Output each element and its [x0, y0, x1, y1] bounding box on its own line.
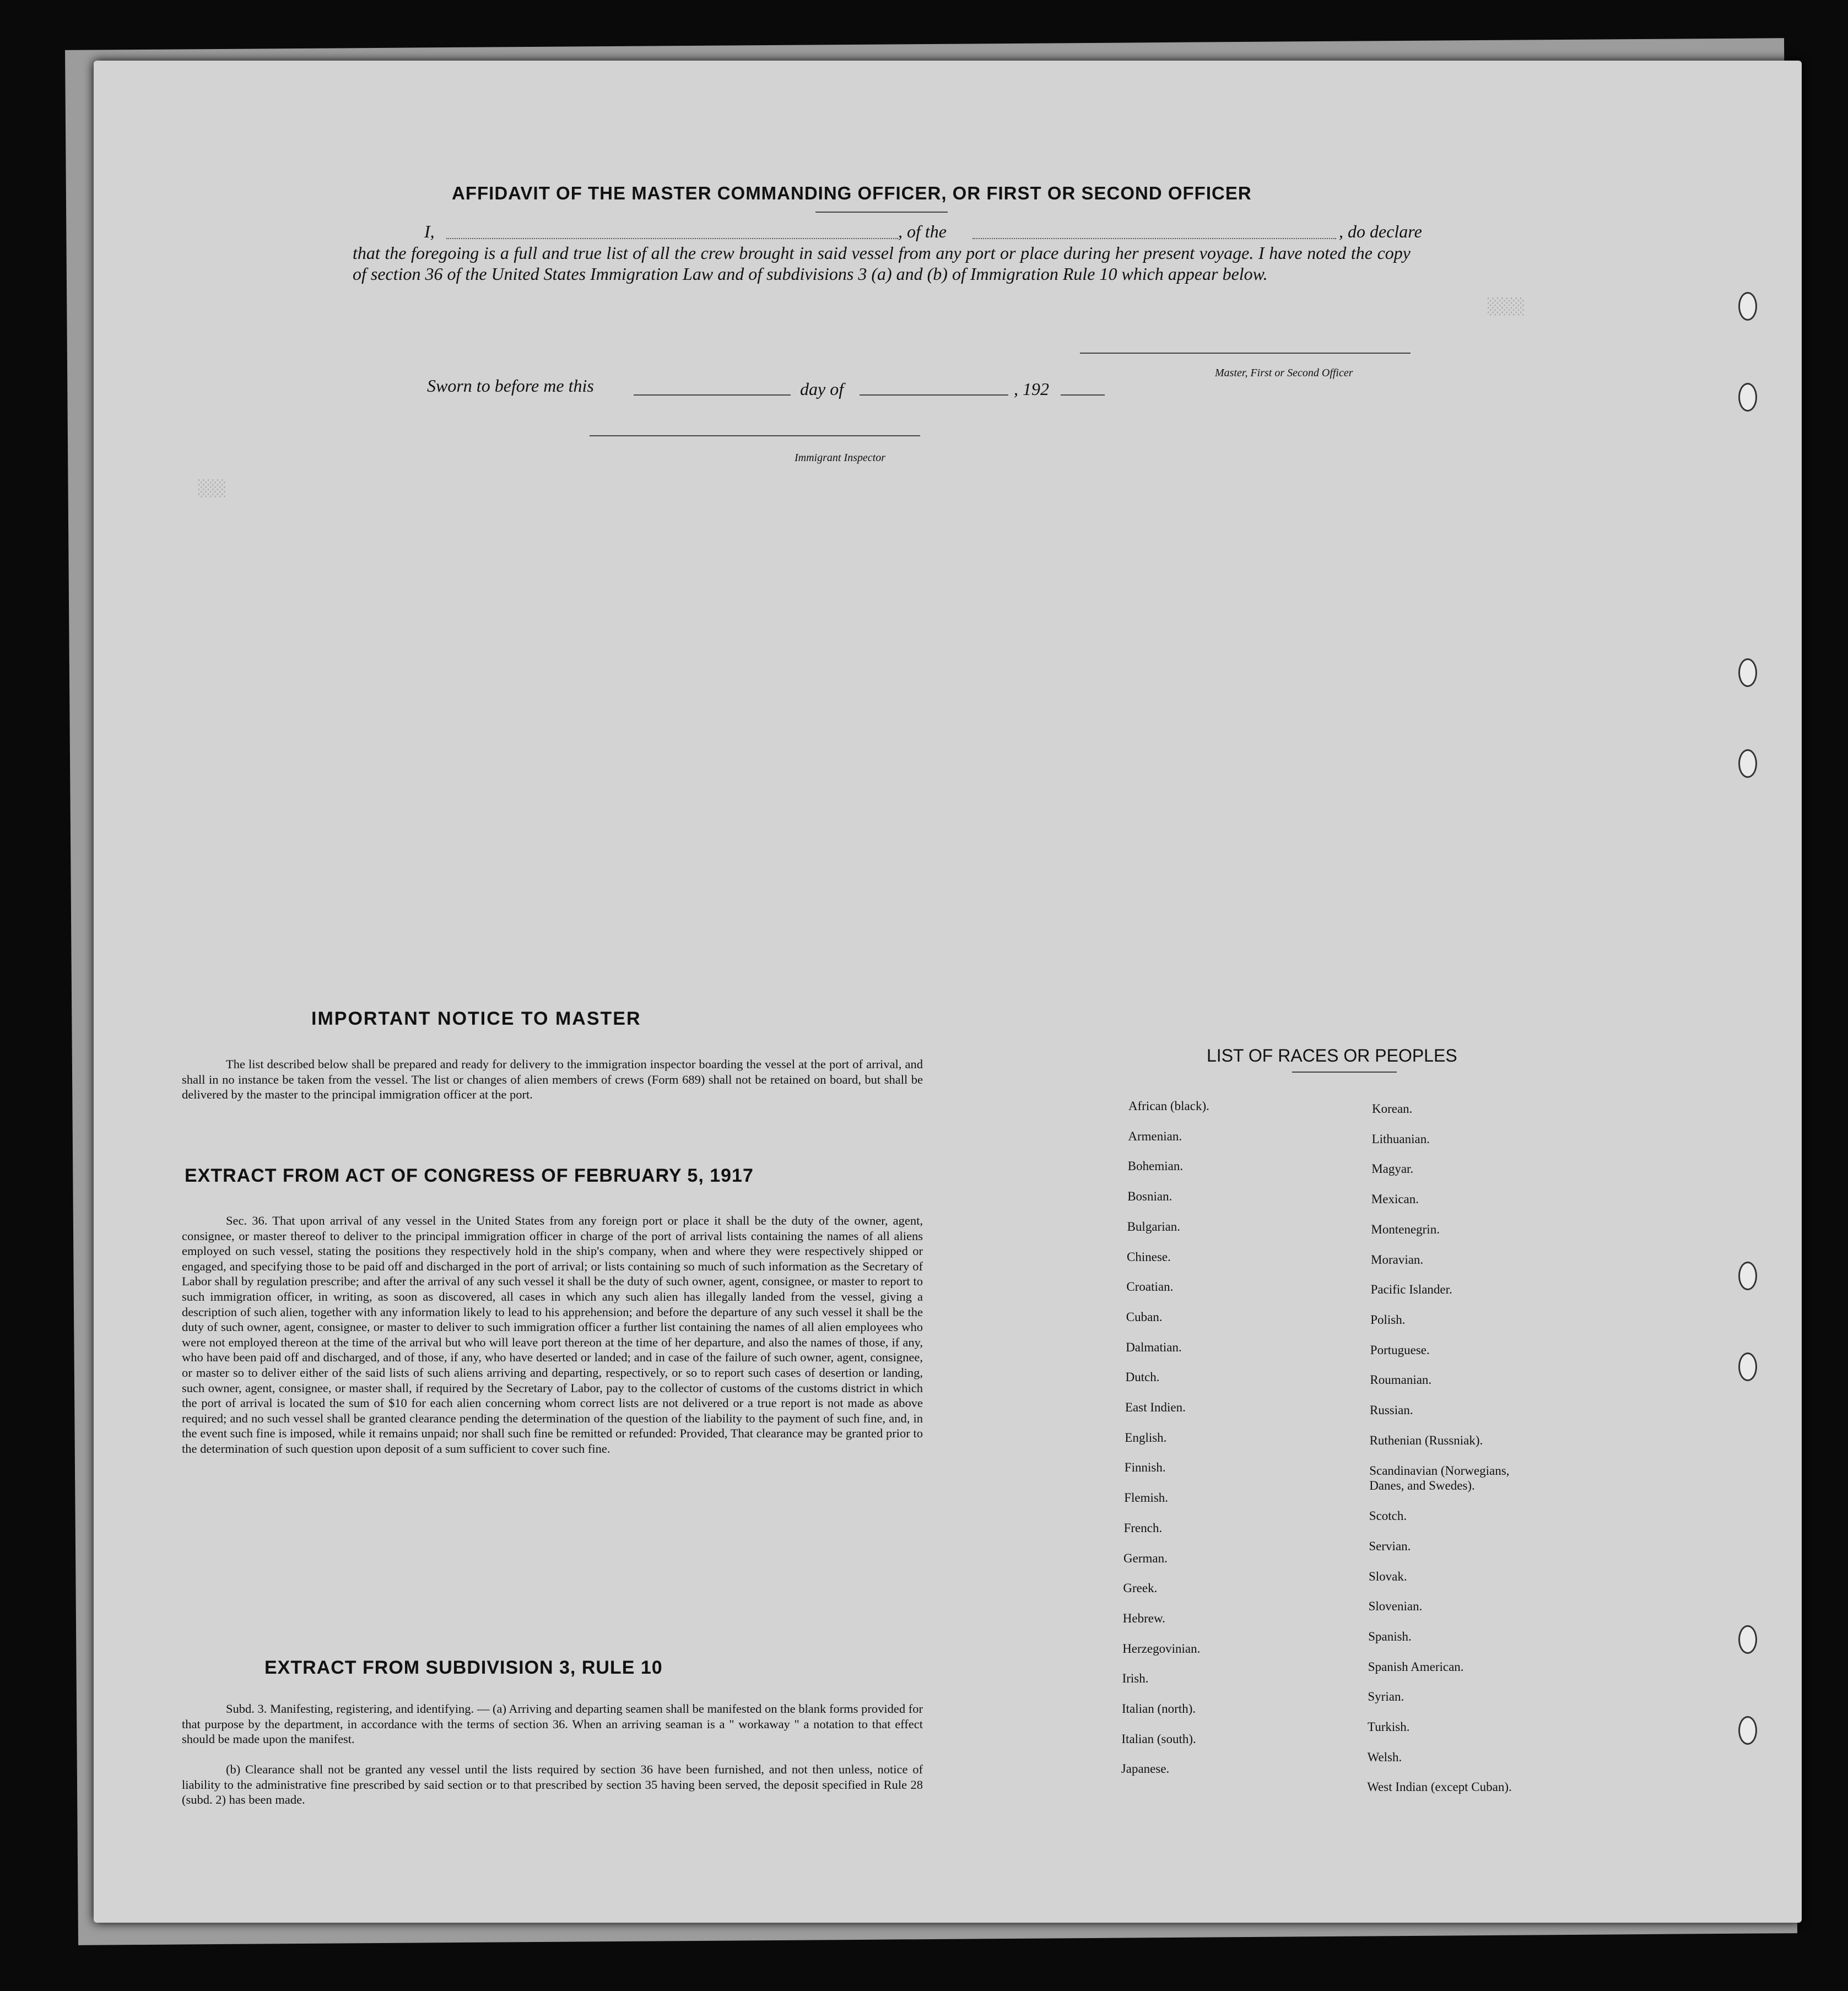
- race-item: Lithuanian.: [1371, 1132, 1430, 1146]
- name-blank: [446, 238, 898, 239]
- races-heading: LIST OF RACES OR PEOPLES: [1207, 1046, 1457, 1065]
- race-item: Dutch.: [1125, 1370, 1160, 1384]
- inspector-label: Immigrant Inspector: [795, 452, 885, 464]
- race-item: Spanish.: [1368, 1629, 1412, 1643]
- race-item: Hebrew.: [1122, 1611, 1165, 1625]
- affidavit-heading: AFFIDAVIT OF THE MASTER COMMANDING OFFICER, OR FIRST OR SECOND OFFICER: [452, 183, 1252, 203]
- race-item: Finnish.: [1124, 1460, 1166, 1475]
- race-item: Slovak.: [1369, 1569, 1407, 1583]
- race-item: Greek.: [1123, 1581, 1158, 1595]
- race-item: Flemish.: [1124, 1491, 1169, 1505]
- affidavit-body: that the foregoing is a full and true list of all the crew brought in said vessel from any port or place during her present voyage. I have noted the copy of section 36 of the United States Immigration Law and of subdivisions 3 (a) and (b) of Immigration Rule 10 which appear below.: [353, 243, 1411, 284]
- race-item: French.: [1123, 1521, 1163, 1535]
- race-item: Korean.: [1372, 1102, 1413, 1116]
- race-item: Mexican.: [1371, 1192, 1419, 1206]
- race-item: Russian.: [1370, 1403, 1413, 1417]
- race-item: Ruthenian (Russniak).: [1369, 1433, 1483, 1447]
- year-blank: [1061, 394, 1105, 396]
- show-through: ░░░░: [1488, 297, 1525, 316]
- race-item: Polish.: [1370, 1312, 1406, 1327]
- race-item: Armenian.: [1128, 1129, 1182, 1143]
- heading-rule: [815, 212, 948, 213]
- rule-body-a: Subd. 3. Manifesting, registering, and identifying. — (a) Arriving and departing seamen shall be manifested on the blank forms provided for that purpose by the department, in accordance with the terms of section 36. When an arriving seaman is a " workaway " a notation to that effect should be made upon the manifest.: [182, 1702, 923, 1746]
- year-text: , 192: [1014, 379, 1049, 399]
- punch-hole: [1738, 292, 1757, 321]
- race-item: Magyar.: [1371, 1162, 1414, 1176]
- month-blank: [860, 394, 1008, 396]
- rule-body-b: (b) Clearance shall not be granted any vessel until the lists required by section 36 have been furnished, and not then unless, notice of liability to the administrative fine prescribed by said section or to that prescribed by section 35 having been served, the deposit specified in Rule 28 (subd. 2) has been made.: [182, 1762, 923, 1807]
- race-item: Scotch.: [1369, 1509, 1407, 1523]
- race-item: Roumanian.: [1370, 1373, 1432, 1387]
- affidavit-i: I,: [424, 221, 435, 241]
- signature-label: Master, First or Second Officer: [1215, 367, 1353, 379]
- race-item: African (black).: [1128, 1099, 1209, 1113]
- punch-hole: [1738, 383, 1757, 412]
- race-item: English.: [1125, 1430, 1167, 1444]
- race-item: Bosnian.: [1127, 1189, 1172, 1204]
- race-item: Italian (south).: [1121, 1732, 1196, 1746]
- punch-hole: [1738, 658, 1757, 687]
- punch-hole: [1738, 1625, 1757, 1654]
- day-of-text: day of: [800, 379, 844, 399]
- races-heading-rule: [1292, 1072, 1397, 1073]
- race-item: Scandinavian (Norwegians, Danes, and Swedes).: [1369, 1464, 1510, 1493]
- race-item: Montenegrin.: [1371, 1222, 1440, 1236]
- punch-hole: [1738, 1716, 1757, 1745]
- race-item: German.: [1123, 1551, 1168, 1565]
- race-item: Bohemian.: [1127, 1159, 1184, 1173]
- race-item: Croatian.: [1126, 1280, 1174, 1294]
- race-item: Japanese.: [1121, 1762, 1170, 1776]
- race-item: Herzegovinian.: [1122, 1641, 1201, 1655]
- race-item: Dalmatian.: [1126, 1340, 1182, 1354]
- inspector-line: [590, 435, 920, 436]
- race-item: Welsh.: [1367, 1750, 1402, 1764]
- punch-hole: [1738, 749, 1757, 778]
- race-item: Italian (north).: [1122, 1702, 1196, 1716]
- day-blank: [634, 394, 791, 396]
- race-item: Moravian.: [1371, 1252, 1424, 1267]
- race-item: Chinese.: [1127, 1249, 1171, 1264]
- affidavit-declare: , do declare: [1339, 221, 1422, 241]
- act-heading: EXTRACT FROM ACT OF CONGRESS OF FEBRUARY 5, 1917: [185, 1165, 754, 1186]
- race-item: Slovenian.: [1368, 1599, 1423, 1614]
- race-item: East Indien.: [1125, 1400, 1186, 1414]
- notice-body: The list described below shall be prepared and ready for delivery to the immigration inspector boarding the vessel at the port of arrival, and shall in no instance be taken from the vessel. The list or changes of alien members of crews (Form 689) shall not be retained on board, but shall be delivered by the master to the principal immigration officer at the port.: [182, 1057, 923, 1102]
- signature-line: [1080, 353, 1411, 354]
- act-body: Sec. 36. That upon arrival of any vessel in the United States from any foreign port or place it shall be the duty of the owner, agent, consignee, or master thereof to deliver to the principal immigration officer in charge of the port of arrival lists containing the names of all aliens employed on such vessel, stating the positions they respectively hold in the ship's company, when and where they were respectively shipped or engaged, and specifying those to be paid off and discharged in the port of arrival; or lists containing so much of such information as the Secretary of Labor shall by regulation prescribe; and after the arrival of any such vessel it shall be the duty of such owner, agent, consignee, or master to report to such immigration officer, in writing, as soon as discovered, all cases in which any such alien has illegally landed from the vessel, giving a description of such alien, together with any information likely to lead to his apprehension; and before the departure of any such vessel it shall be the duty of such owner, agent, consignee, or master to deliver to such immigration officer a further list containing the names of all alien employees who were not employed thereon at the time of the arrival but who will leave port thereon at the time of her departure, and also the names of those, if any, who have been paid off and discharged, and of those, if any, who have deserted or landed; and in case of the failure of such owner, agent, consignee, or master so to deliver either of the said lists of such aliens arriving and departing, respectively, or so to report such cases of desertion or landing, such owner, agent, consignee, or master shall, if required by the Secretary of Labor, pay to the collector of customs of the customs district in which the port of arrival is located the sum of $10 for each alien concerning whom correct lists are not delivered or a true report is not made as above required; and no such vessel shall be granted clearance pending the determination of the question of the liability to the payment of such fine, and, in the event such fine is imposed, while it remains unpaid; nor shall such fine be remitted or refunded: Provided, That clearance may be granted prior to the determination of such question upon deposit of a sum sufficient to cover such fine.: [182, 1214, 923, 1456]
- rule-heading: EXTRACT FROM SUBDIVISION 3, RULE 10: [264, 1657, 663, 1678]
- sworn-text: Sworn to before me this: [427, 376, 594, 396]
- notice-heading: IMPORTANT NOTICE TO MASTER: [311, 1008, 641, 1029]
- race-item: Syrian.: [1368, 1690, 1404, 1704]
- race-item: Portuguese.: [1370, 1343, 1430, 1357]
- race-item: Turkish.: [1368, 1720, 1410, 1734]
- vessel-blank: [972, 238, 1336, 239]
- race-item: Servian.: [1369, 1539, 1411, 1553]
- punch-hole: [1738, 1262, 1757, 1290]
- punch-hole: [1738, 1352, 1757, 1381]
- race-item: Pacific Islander.: [1370, 1283, 1452, 1297]
- document-page: [94, 61, 1802, 1923]
- race-item: Cuban.: [1126, 1310, 1163, 1324]
- race-item: Bulgarian.: [1127, 1219, 1181, 1233]
- race-item: Irish.: [1122, 1671, 1149, 1686]
- show-through: ░░░: [198, 479, 226, 497]
- race-item: Spanish American.: [1368, 1659, 1464, 1674]
- affidavit-of-the: , of the: [898, 221, 947, 241]
- race-item: West Indian (except Cuban).: [1367, 1780, 1512, 1794]
